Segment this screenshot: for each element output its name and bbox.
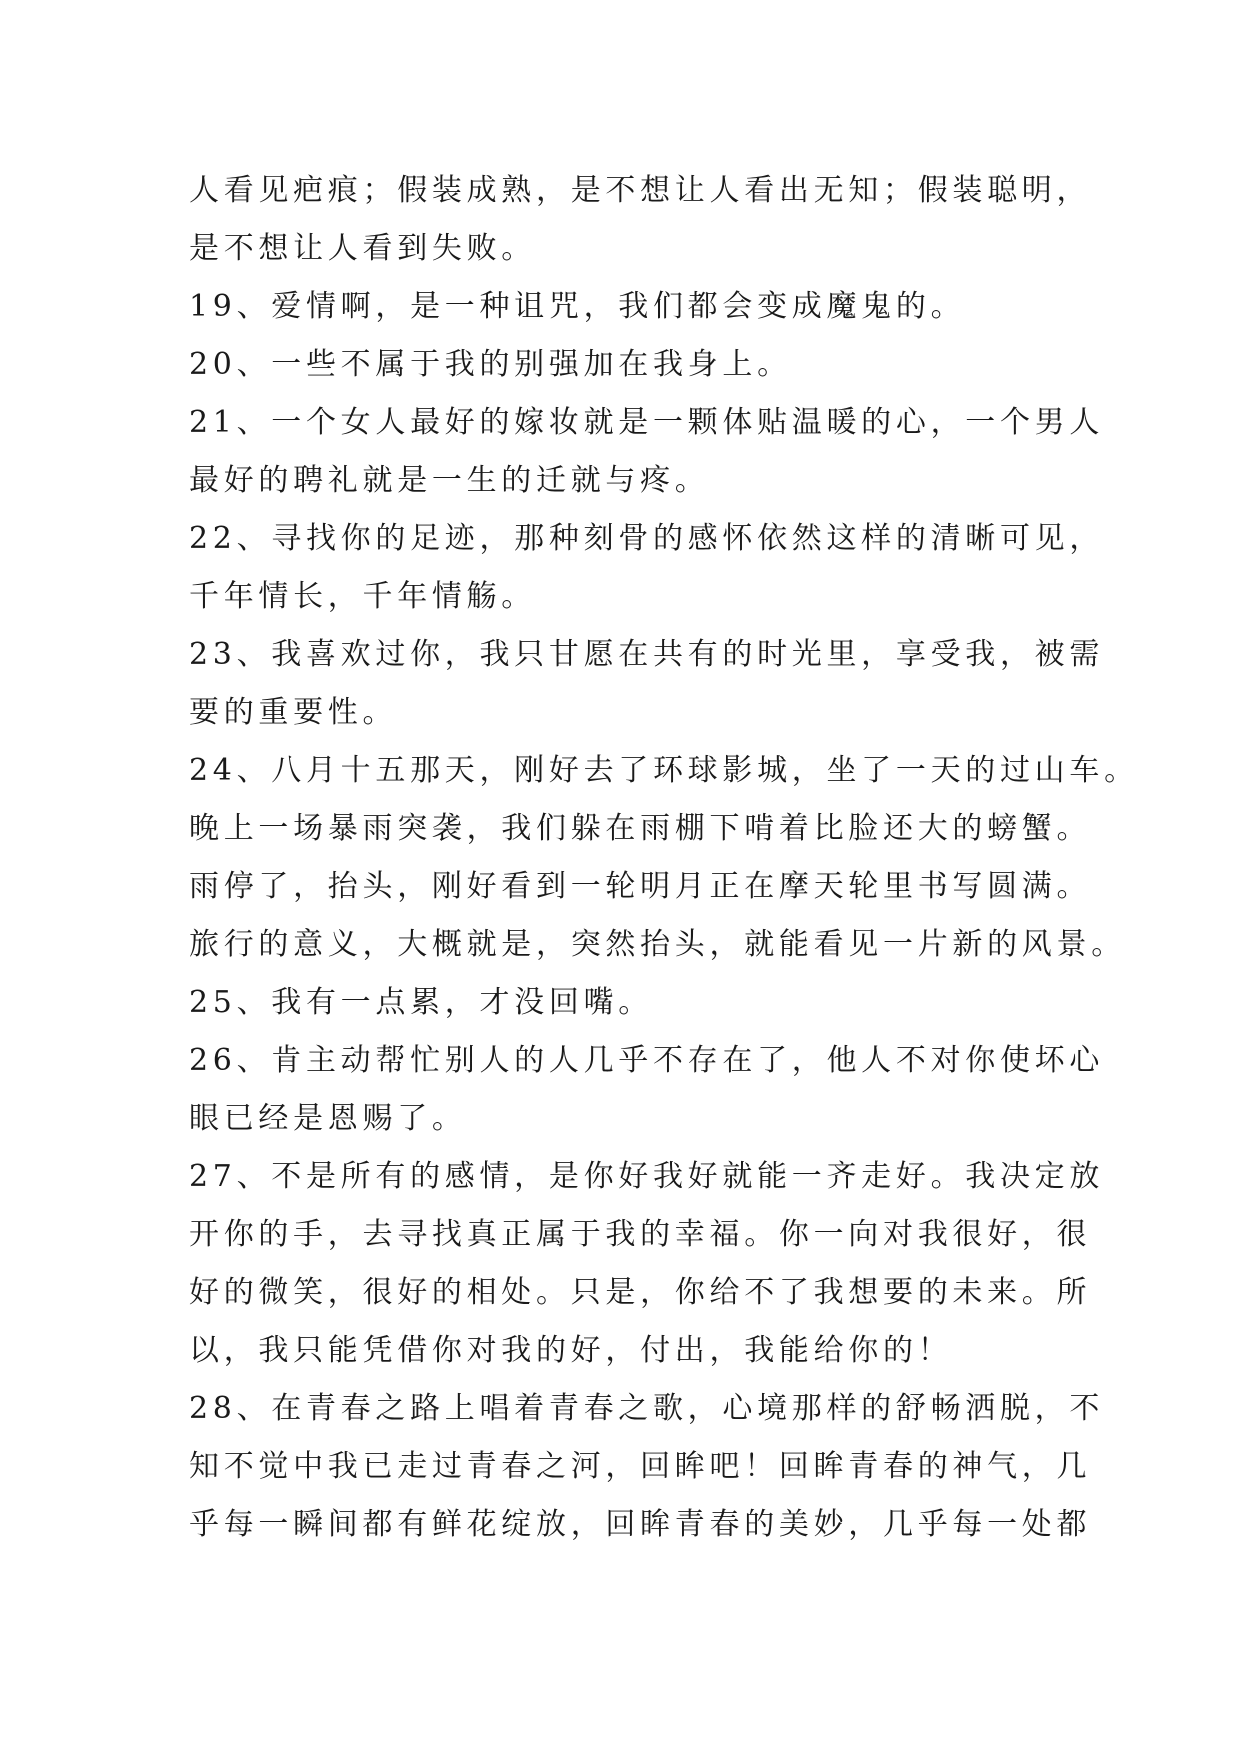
- text-line: 23、我喜欢过你，我只甘愿在共有的时光里，享受我，被需: [189, 637, 1105, 672]
- text-line: 21、一个女人最好的嫁妆就是一颗体贴温暖的心，一个男人: [189, 405, 1105, 440]
- text-line: 眼已经是恩赐了。: [189, 1101, 467, 1136]
- text-line: 28、在青春之路上唱着青春之歌，心境那样的舒畅洒脱，不: [189, 1391, 1105, 1426]
- text-line: 千年情长，千年情觞。: [189, 579, 536, 614]
- text-line: 乎每一瞬间都有鲜花绽放，回眸青春的美妙，几乎每一处都: [189, 1507, 1092, 1542]
- text-line: 25、我有一点累，才没回嘴。: [189, 985, 653, 1020]
- text-line: 20、一些不属于我的别强加在我身上。: [189, 347, 792, 382]
- text-line: 知不觉中我已走过青春之河，回眸吧！回眸青春的神气，几: [189, 1449, 1092, 1484]
- text-line: 雨停了，抬头，刚好看到一轮明月正在摩天轮里书写圆满。: [189, 869, 1092, 904]
- text-line: 要的重要性。: [189, 695, 398, 730]
- text-line: 开你的手，去寻找真正属于我的幸福。你一向对我很好，很: [189, 1217, 1092, 1252]
- text-line: 22、寻找你的足迹，那种刻骨的感怀依然这样的清晰可见，: [189, 521, 1105, 556]
- text-line: 晚上一场暴雨突袭，我们躲在雨棚下啃着比脸还大的螃蟹。: [189, 811, 1092, 846]
- text-line: 是不想让人看到失败。: [189, 231, 536, 266]
- text-line: 旅行的意义，大概就是，突然抬头，就能看见一片新的风景。: [189, 927, 1126, 962]
- text-line: 好的微笑，很好的相处。只是，你给不了我想要的未来。所: [189, 1275, 1092, 1310]
- text-line: 26、肯主动帮忙别人的人几乎不存在了，他人不对你使坏心: [189, 1043, 1105, 1078]
- body-text: [189, 162, 1139, 1554]
- text-line: 19、爱情啊，是一种诅咒，我们都会变成魔鬼的。: [189, 289, 966, 324]
- text-line: 27、不是所有的感情，是你好我好就能一齐走好。我决定放: [189, 1159, 1105, 1194]
- text-line: 最好的聘礼就是一生的迁就与疼。: [189, 463, 710, 498]
- text-line: 以，我只能凭借你对我的好，付出，我能给你的！: [189, 1333, 953, 1368]
- text-line: 24、八月十五那天，刚好去了环球影城，坐了一天的过山车。: [189, 753, 1139, 788]
- text-line: 人看见疤痕；假装成熟，是不想让人看出无知；假装聪明，: [189, 173, 1092, 208]
